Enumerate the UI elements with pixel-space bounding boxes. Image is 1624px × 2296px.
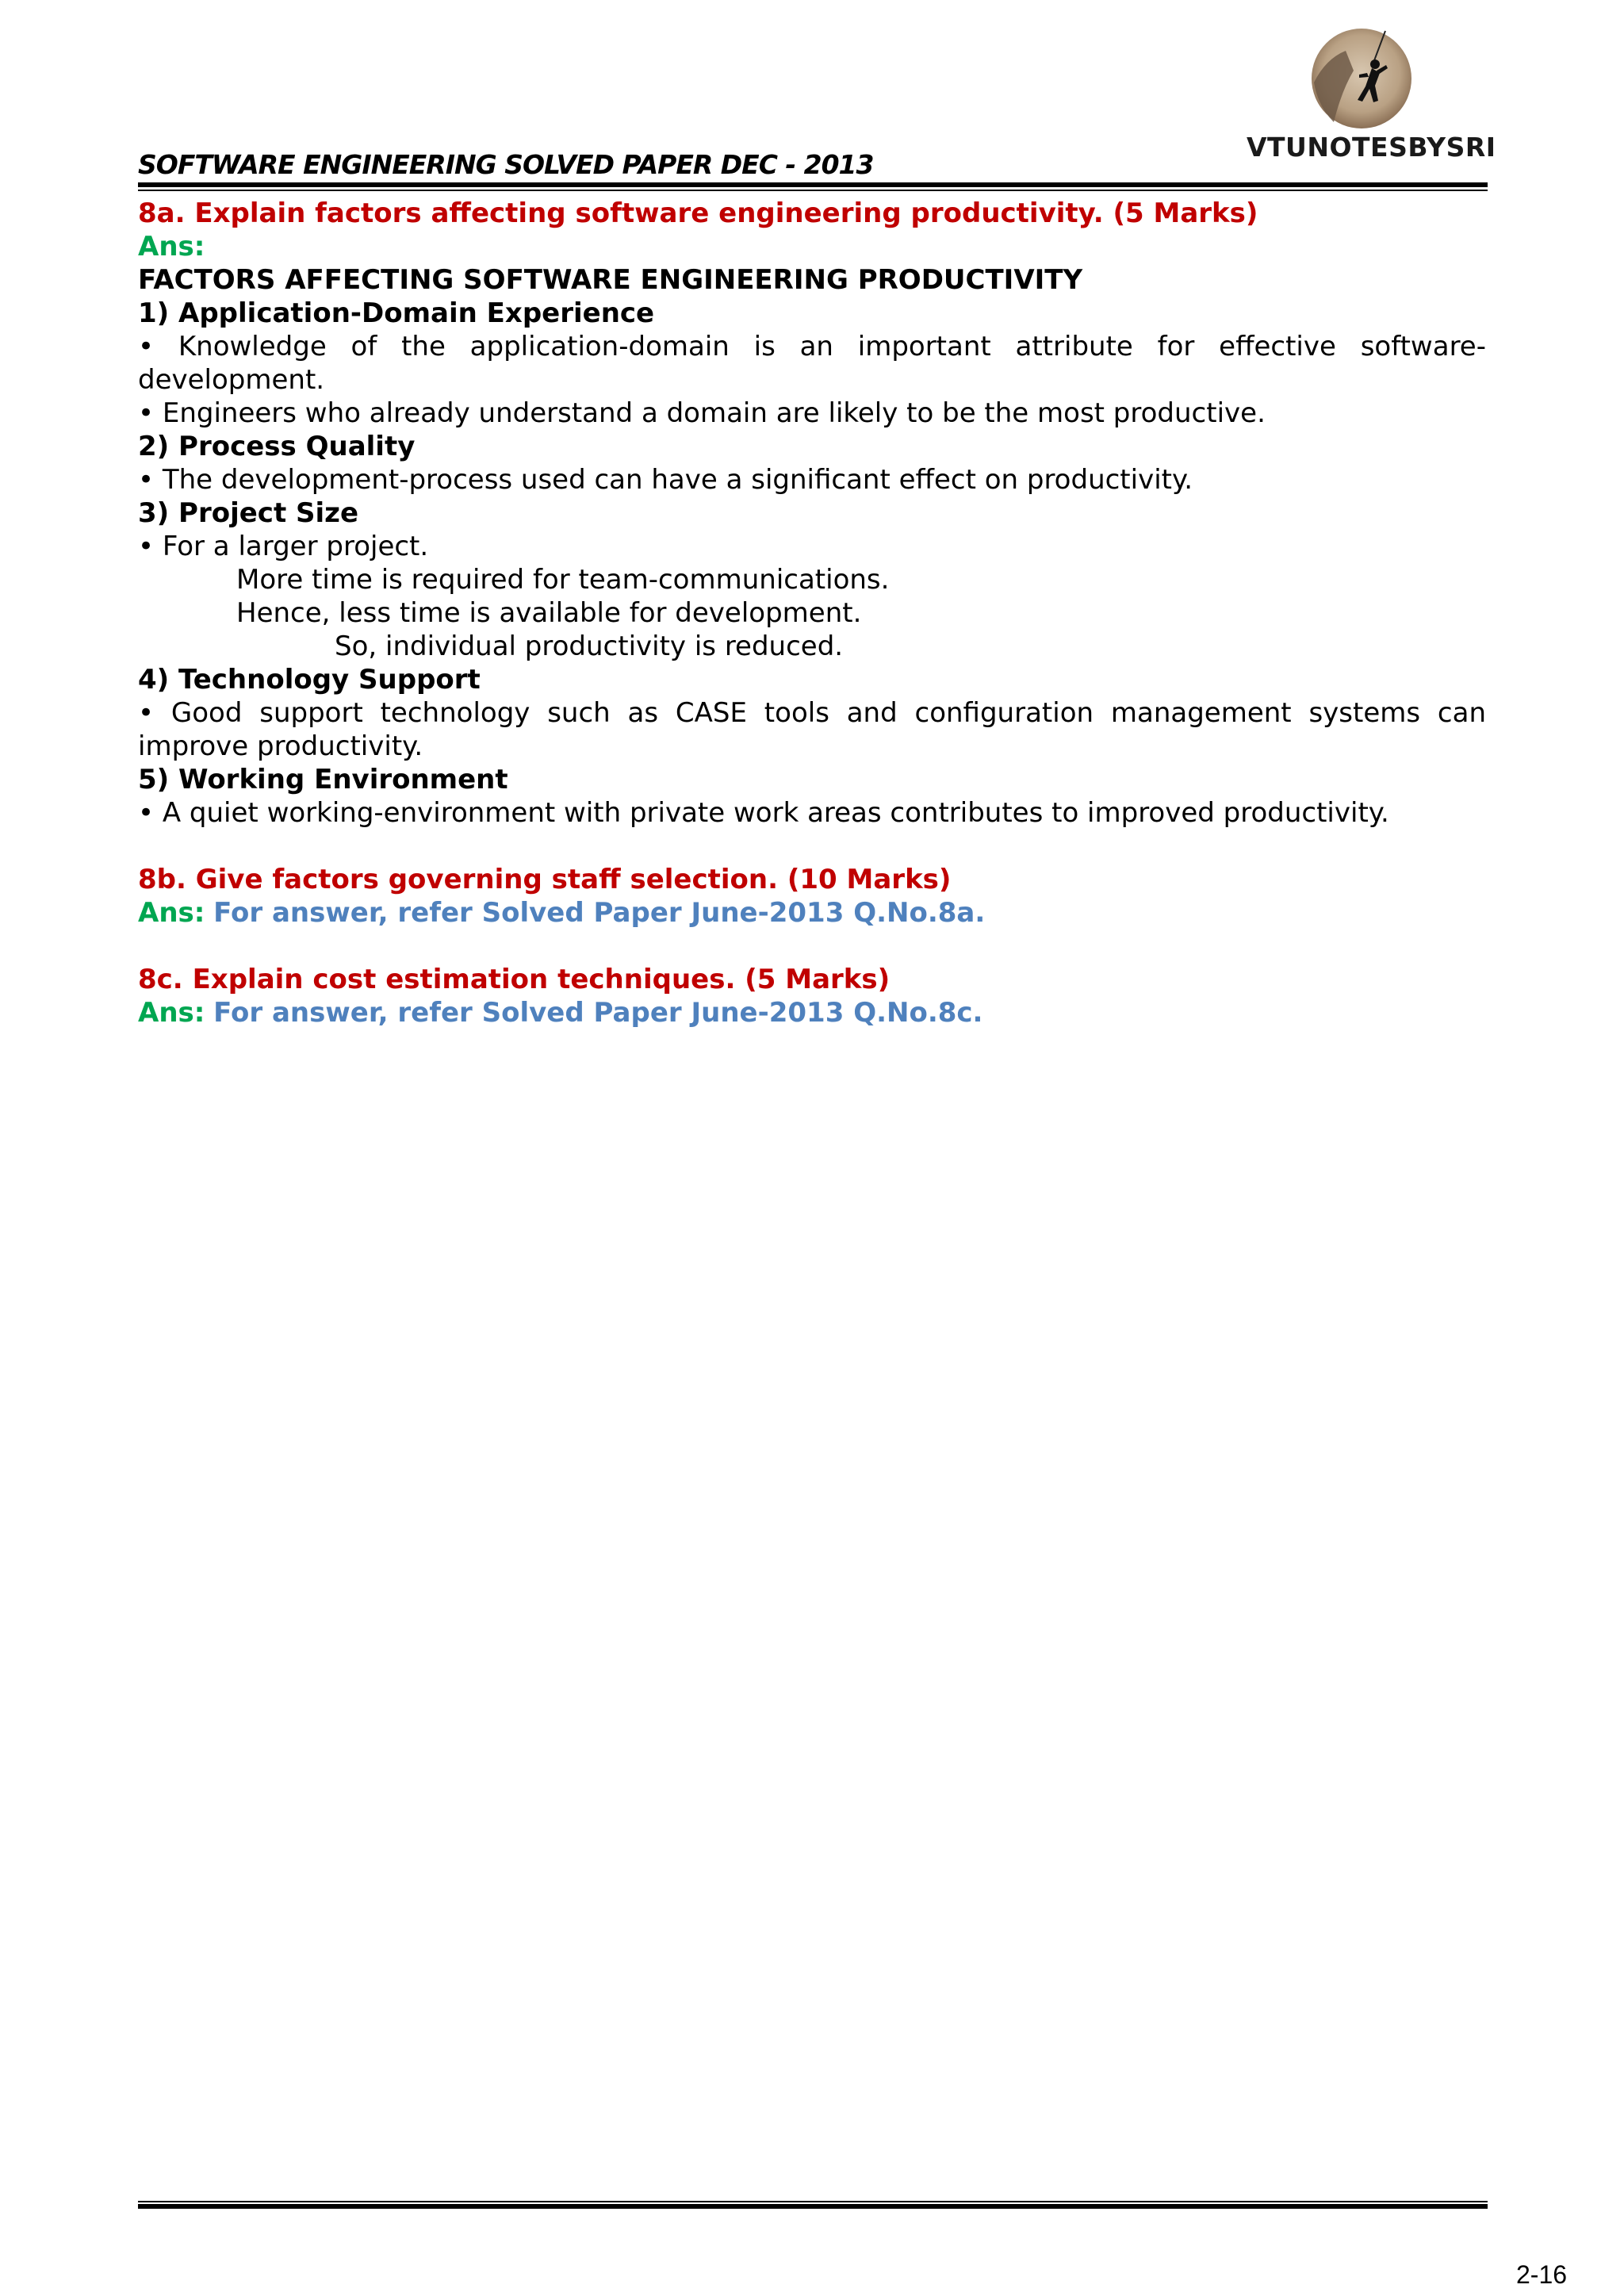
document-body — [138, 197, 1486, 1029]
answer-ref-8c: For answer, refer Solved Paper June-2013 Q.No.8c. — [213, 997, 983, 1029]
answer-ref-8b: For answer, refer Solved Paper June-2013 Q.No.8a. — [213, 897, 986, 929]
factor-5-bullet-1: • A quiet working-environment with private work areas contributes to improved productivity. — [138, 797, 1389, 829]
answer-label-8c: Ans: — [138, 997, 205, 1029]
question-8b: 8b. Give factors governing staff selection. (10 Marks) — [138, 864, 952, 895]
factor-1-bullet-2: • Engineers who already understand a domain are likely to be the most productive. — [138, 397, 1266, 429]
answer-8b — [138, 896, 1486, 930]
section-heading: FACTORS AFFECTING SOFTWARE ENGINEERING PRODUCTIVITY — [138, 264, 1083, 296]
factor-4-bullet-1-line-1: • Good support technology such as CASE tools and configuration management systems can — [138, 697, 1486, 729]
factor-3-title: 3) Project Size — [138, 497, 359, 529]
factor-3-line-2: Hence, less time is available for development. — [236, 597, 862, 629]
footer-rule — [138, 2201, 1488, 2210]
logo-text: VTUNOTESBYSRI — [1247, 132, 1496, 163]
answer-8c — [138, 996, 1486, 1029]
question-8a: 8a. Explain factors affecting software engineering productivity. (5 Marks) — [138, 197, 1258, 229]
answer-label-8b: Ans: — [138, 897, 205, 929]
factor-2-bullet-1: • The development-process used can have a significant effect on productivity. — [138, 464, 1193, 496]
factor-1-bullet-1-line-1: • Knowledge of the application-domain is an important attribute for effective software- — [138, 331, 1486, 362]
logo — [1247, 27, 1496, 166]
factor-2-title: 2) Process Quality — [138, 431, 416, 462]
page-number: 2-16 — [1516, 2260, 1568, 2289]
climber-logo-icon — [1310, 27, 1413, 130]
factor-3-line-3: So, individual productivity is reduced. — [335, 631, 844, 662]
factor-4-title: 4) Technology Support — [138, 664, 481, 696]
answer-label-8a: Ans: — [138, 231, 205, 263]
factor-3-line-1: More time is required for team-communications. — [236, 564, 890, 596]
header-rule — [138, 182, 1488, 191]
factor-1-title: 1) Application-Domain Experience — [138, 297, 655, 329]
question-8c: 8c. Explain cost estimation techniques. (5 Marks) — [138, 964, 891, 995]
factor-1-bullet-1-line-2: development. — [138, 364, 325, 396]
factor-4-bullet-1-line-2: improve productivity. — [138, 730, 423, 762]
factor-5-title: 5) Working Environment — [138, 764, 508, 795]
header-title: SOFTWARE ENGINEERING SOLVED PAPER DEC - 2013 — [138, 149, 874, 180]
factor-3-bullet-1: • For a larger project. — [138, 531, 429, 562]
